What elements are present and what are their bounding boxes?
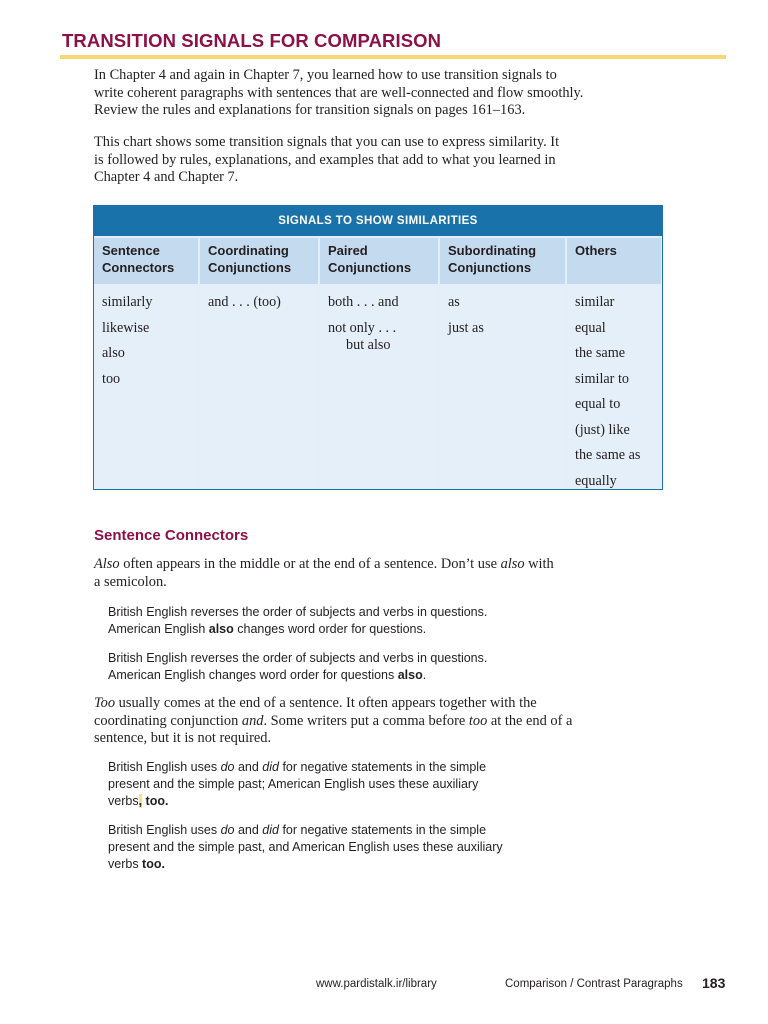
text-line: British English reverses the order of subjects and verbs in questions. (108, 651, 488, 665)
list-item: (just) like (575, 421, 630, 438)
column-body-coordinating (200, 286, 318, 489)
text-run: and (234, 823, 263, 837)
example-sentence (108, 822, 558, 873)
title-rule (60, 55, 726, 59)
italic-word: did (262, 760, 279, 774)
text-run: verbs (108, 794, 139, 808)
text-line (108, 667, 558, 684)
text-run: coordinating conjunction (94, 712, 242, 729)
example-sentence (108, 604, 558, 638)
footer-chapter-title: Comparison / Contrast Paragraphs (505, 978, 683, 990)
text-line: is followed by rules, explanations, and examples that add to what you learned in (94, 151, 556, 168)
column-header-line: Subordinating (448, 243, 537, 258)
column-header (440, 238, 565, 284)
list-item: similarly (102, 294, 153, 310)
text-line: present and the simple past, and American English uses these auxiliary (108, 840, 503, 854)
list-item: equal (575, 319, 606, 336)
column-header (567, 238, 661, 284)
also-rule-paragraph (94, 556, 674, 591)
chart-title: SIGNALS TO SHOW SIMILARITIES (94, 206, 662, 236)
list-item: not only . . . (328, 319, 397, 336)
text-line: a semicolon. (94, 573, 167, 590)
column-body-sentence-connectors (94, 286, 198, 489)
list-item: the same as (575, 447, 641, 463)
text-line: This chart shows some transition signals that you can use to express similarity. It (94, 134, 560, 150)
text-run: for negative statements in the simple (278, 760, 487, 774)
text-run: American English (108, 622, 209, 636)
page-title: TRANSITION SIGNALS FOR COMPARISON (62, 30, 442, 51)
footer-url: www.pardistalk.ir/library (316, 978, 437, 990)
column-header-line: Coordinating (208, 243, 289, 258)
bold-word: also (397, 668, 423, 682)
text-line: In Chapter 4 and again in Chapter 7, you learned how to use transition signals to (94, 67, 557, 83)
list-item: equally (575, 472, 617, 489)
list-item: just as (448, 319, 484, 336)
similarity-signals-chart (93, 205, 663, 490)
list-item: as (448, 294, 460, 310)
text-line (108, 856, 558, 873)
list-item: also (102, 345, 125, 361)
list-item: but also (346, 336, 391, 353)
column-body-subordinating (440, 286, 565, 489)
text-line (108, 759, 558, 776)
column-header-line: Conjunctions (328, 260, 412, 275)
column-header (94, 238, 198, 284)
text-run: . Some writers put a comma before (263, 712, 469, 729)
text-run: . (422, 668, 427, 682)
bold-word: also (208, 622, 234, 636)
column-body-paired (320, 286, 438, 489)
italic-word: do (220, 823, 235, 837)
text-line (108, 793, 558, 810)
bold-word: too. (142, 794, 169, 808)
italic-word: do (220, 760, 235, 774)
column-header-line: Conjunctions (448, 260, 532, 275)
italic-word: and (241, 712, 264, 729)
text-run: with (524, 556, 554, 572)
column-header (200, 238, 318, 284)
column-header (320, 238, 438, 284)
column-header-line: Paired (328, 243, 368, 258)
italic-word: Also (94, 556, 120, 572)
intro-paragraph-2 (94, 134, 674, 187)
column-body-others (567, 286, 661, 489)
text-run: changes word order for questions. (233, 622, 427, 636)
column-header-line: Conjunctions (208, 260, 292, 275)
italic-word: too (468, 712, 488, 729)
highlighted-comma: , (138, 794, 143, 808)
section-heading: Sentence Connectors (94, 527, 249, 544)
text-line (94, 713, 674, 731)
text-run: verbs (108, 857, 143, 871)
text-run: British English uses (108, 760, 221, 774)
italic-word: did (262, 823, 279, 837)
text-run: American English changes word order for questions (108, 668, 398, 682)
text-line (108, 621, 558, 638)
text-line: Chapter 4 and Chapter 7. (94, 169, 239, 185)
text-run: at the end of a (487, 712, 573, 729)
list-item: equal to (575, 396, 621, 412)
text-line (94, 556, 674, 574)
list-item: too (102, 370, 121, 387)
list-item: both . . . and (328, 294, 399, 310)
list-item: and . . . (too) (208, 294, 281, 310)
italic-word: also (500, 556, 525, 572)
text-line: British English reverses the order of subjects and verbs in questions. (108, 605, 488, 619)
text-run: British English uses (108, 823, 221, 837)
page-number: 183 (702, 975, 726, 991)
bold-word: too. (142, 857, 165, 871)
list-item: likewise (102, 319, 150, 336)
text-line (108, 822, 558, 839)
example-sentence (108, 650, 558, 684)
text-run: usually comes at the end of a sentence. It often appears together with the (115, 695, 537, 711)
text-run: and (234, 760, 263, 774)
text-line: write coherent paragraphs with sentences that are well-connected and flow smoothly. (94, 84, 584, 101)
text-line: present and the simple past; American English uses these auxiliary (108, 777, 479, 791)
text-line: Review the rules and explanations for transition signals on pages 161–163. (94, 102, 526, 118)
italic-word: Too (94, 695, 116, 711)
too-rule-paragraph (94, 695, 674, 748)
example-sentence (108, 759, 558, 810)
list-item: the same (575, 345, 626, 361)
list-item: similar (575, 294, 615, 310)
text-run: for negative statements in the simple (278, 823, 487, 837)
column-header-line: Connectors (102, 260, 175, 275)
column-header-line: Sentence (102, 243, 160, 258)
text-line (94, 695, 674, 713)
text-run: often appears in the middle or at the end of a sentence. Don’t use (119, 556, 501, 572)
text-line: sentence, but it is not required. (94, 730, 272, 746)
list-item: similar to (575, 370, 629, 387)
column-header-line: Others (575, 243, 617, 258)
intro-paragraph-1 (94, 67, 674, 120)
